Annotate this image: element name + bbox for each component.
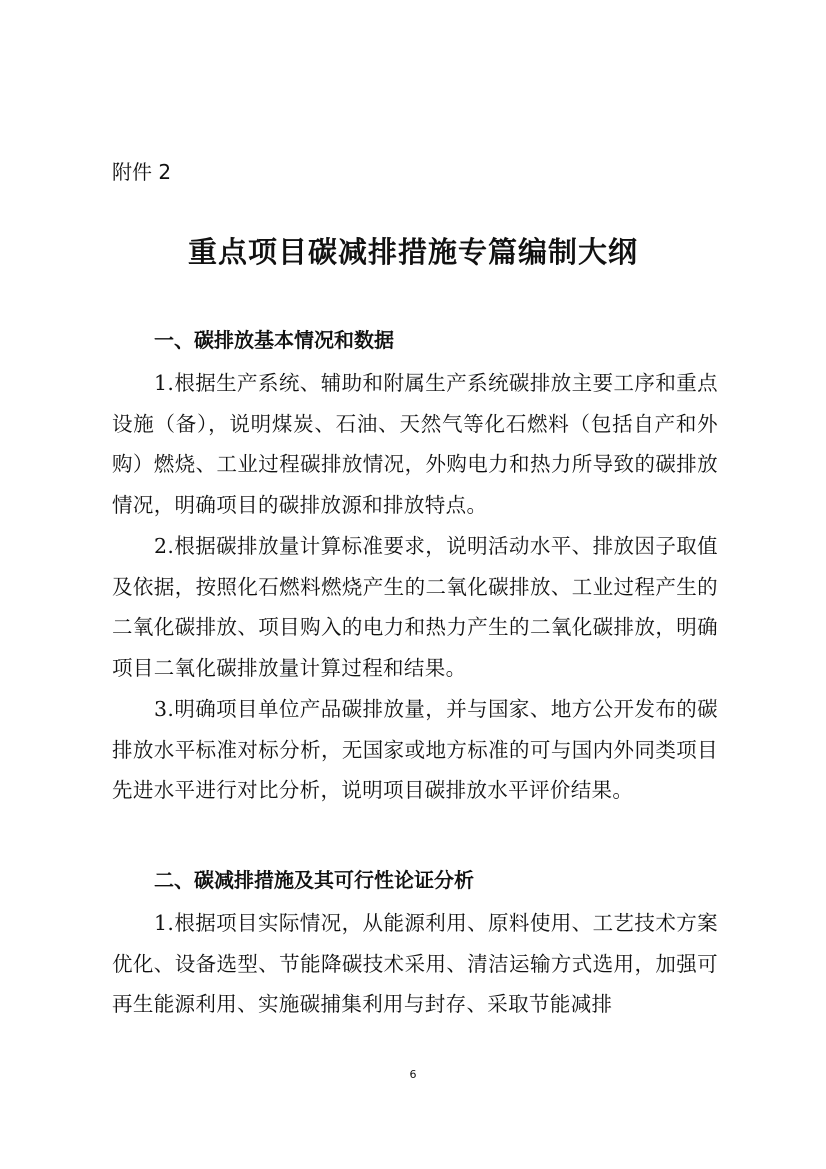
- section-1-paragraph-1: 1.根据生产系统、辅助和附属生产系统碳排放主要工序和重点设施（备），说明煤炭、石油、天然气等化石燃料（包括自产和外购）燃烧、工业过程碳排放情况，外购电力和热力所导致的碳排放情况，明确项目的碳排放源和排放特点。: [112, 371, 718, 518]
- document-title: 重点项目碳减排措施专篇编制大纲: [187, 235, 638, 269]
- attachment-label: 附件 2: [112, 160, 172, 184]
- section-1-paragraph-2: 2.根据碳排放量计算标准要求，说明活动水平、排放因子取值及依据，按照化石燃料燃烧产生的二氧化碳排放、工业过程产生的二氧化碳排放、项目购入的电力和热力产生的二氧化碳排放，明确项目二氧化碳排放量计算过程和结果。: [112, 534, 718, 681]
- section-heading-1: 一、碳排放基本情况和数据: [154, 328, 394, 352]
- page-number: 6: [409, 1068, 417, 1081]
- section-heading-2: 二、碳减排措施及其可行性论证分析: [154, 868, 474, 892]
- section-2-paragraph-1: 1.根据项目实际情况，从能源利用、原料使用、工艺技术方案优化、设备选型、节能降碳技术采用、清洁运输方式选用，加强可再生能源利用、实施碳捕集利用与封存、采取节能减排: [112, 911, 718, 1017]
- section-1-paragraph-3: 3.明确项目单位产品碳排放量，并与国家、地方公开发布的碳排放水平标准对标分析，无国家或地方标准的可与国内外同类项目先进水平进行对比分析，说明项目碳排放水平评价结果。: [112, 697, 718, 803]
